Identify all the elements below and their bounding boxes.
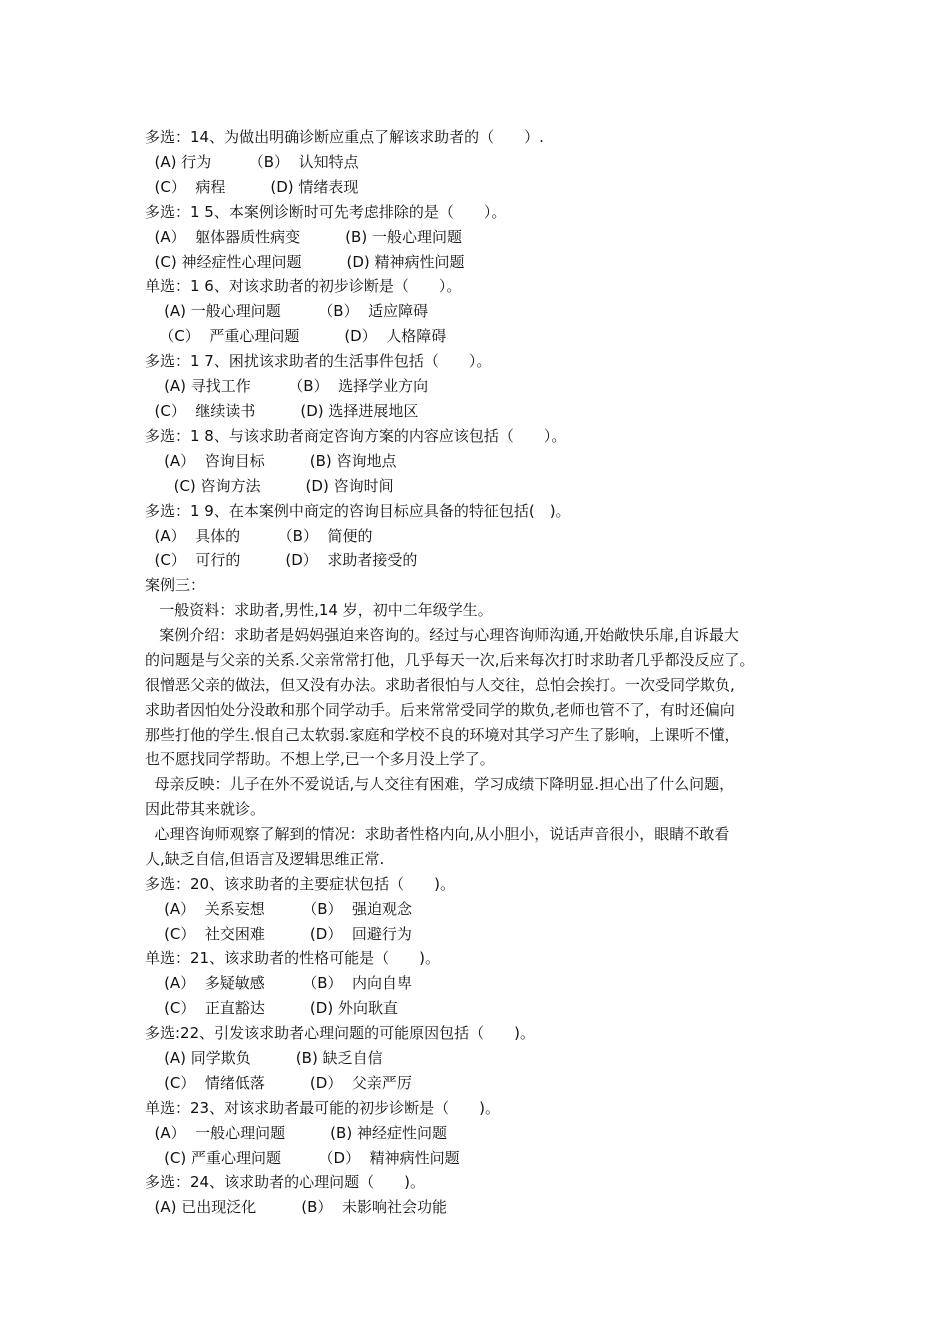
question-24: 多选：24、该求助者的心理问题（ )。	[145, 1173, 425, 1191]
mother-report-line-2: 因此带其来就诊。	[145, 800, 266, 818]
question-16: 单选：1 6、对该求助者的初步诊断是（ ）。	[145, 277, 462, 295]
q14-options-ab: (A) 行为 （B） 认知特点	[145, 153, 359, 171]
q19-options-ab: (A） 具体的 （B） 简便的	[145, 527, 373, 545]
case-intro-line-3: 很憎恶父亲的做法，但又没有办法。求助者很怕与人交往，总怕会挨打。一次受同学欺负,	[145, 676, 735, 694]
q23-options-cd: (C) 严重心理问题 （D） 精神病性问题	[145, 1149, 460, 1167]
q21-options-cd: (C） 正直豁达 (D) 外向耿直	[145, 999, 398, 1017]
q24-options-ab: (A) 已出现泛化 (B） 未影响社会功能	[145, 1198, 447, 1216]
counselor-observation-line-1: 心理咨询师观察了解到的情况：求助者性格内向,从小胆小，说话声音很小，眼睛不敢看	[145, 825, 730, 843]
case-intro-line-5: 那些打他的学生.恨自己太软弱.家庭和学校不良的环境对其学习产生了影响，上课听不懂，	[145, 726, 740, 744]
question-20: 多选：20、该求助者的主要症状包括（ )。	[145, 875, 455, 893]
case-intro-line-4: 求助者因怕处分没敢和那个同学动手。后来常常受同学的欺负,老师也管不了，有时还偏向	[145, 701, 735, 719]
q14-options-cd: (C） 病程 (D) 情绪表现	[145, 178, 359, 196]
question-23: 单选：23、对该求助者最可能的初步诊断是（ )。	[145, 1099, 500, 1117]
q19-options-cd: (C） 可行的 (D） 求助者接受的	[145, 551, 418, 569]
q22-options-ab: (A) 同学欺负 (B) 缺乏自信	[145, 1049, 383, 1067]
q17-options-ab: (A) 寻找工作 （B） 选择学业方向	[145, 377, 429, 395]
case-intro-line-1: 案例介绍：求助者是妈妈强迫来咨询的。经过与心理咨询师沟通,开始敞快乐扉,自诉最大	[145, 626, 739, 644]
mother-report-line-1: 母亲反映：儿子在外不爱说话,与人交往有困难，学习成绩下降明显.担心出了什么问题，	[145, 775, 735, 793]
case-general-info: 一般资料：求助者,男性,14 岁，初中二年级学生。	[145, 601, 493, 619]
q18-options-ab: (A） 咨询目标 (B) 咨询地点	[145, 452, 397, 470]
q16-options-ab: (A) 一般心理问题 （B） 适应障碍	[145, 302, 429, 320]
case-three-heading: 案例三：	[145, 576, 206, 594]
q22-options-cd: (C） 情绪低落 (D） 父亲严厉	[145, 1074, 412, 1092]
q17-options-cd: (C） 继续读书 (D) 选择进展地区	[145, 402, 419, 420]
case-intro-line-2: 的问题是与父亲的关系.父亲常常打他，几乎每天一次,后来每次打时求助者几乎都没反应了。	[145, 651, 755, 669]
q23-options-ab: (A） 一般心理问题 (B) 神经症性问题	[145, 1124, 447, 1142]
q16-options-cd: （C） 严重心理问题 (D） 人格障碍	[145, 327, 447, 345]
q15-options-cd: (C) 神经症性心理问题 (D) 精神病性问题	[145, 253, 465, 271]
question-22: 多选:22、引发该求助者心理问题的可能原因包括（ )。	[145, 1024, 535, 1042]
q20-options-ab: (A） 关系妄想 （B） 强迫观念	[145, 900, 413, 918]
question-18: 多选：1 8、与该求助者商定咨询方案的内容应该包括（ ）。	[145, 427, 567, 445]
q21-options-ab: (A） 多疑敏感 （B） 内向自卑	[145, 974, 413, 992]
q18-options-cd: (C) 咨询方法 (D) 咨询时间	[145, 477, 394, 495]
question-17: 多选：1 7、困扰该求助者的生活事件包括（ ）。	[145, 352, 492, 370]
question-21: 单选：21、该求助者的性格可能是（ )。	[145, 949, 440, 967]
case-intro-line-6: 也不愿找同学帮助。不想上学,已一个多月没上学了。	[145, 750, 495, 768]
q20-options-cd: (C） 社交困难 (D） 回避行为	[145, 925, 412, 943]
q15-options-ab: (A） 躯体器质性病变 (B) 一般心理问题	[145, 228, 462, 246]
question-14: 多选：14、为做出明确诊断应重点了解该求助者的（ ）.	[145, 128, 544, 146]
question-19: 多选：1 9、在本案例中商定的咨询目标应具备的特征包括( )。	[145, 502, 571, 520]
counselor-observation-line-2: 人,缺乏自信,但语言及逻辑思维正常.	[145, 850, 385, 868]
question-15: 多选：1 5、本案例诊断时可先考虑排除的是（ ）。	[145, 203, 507, 221]
